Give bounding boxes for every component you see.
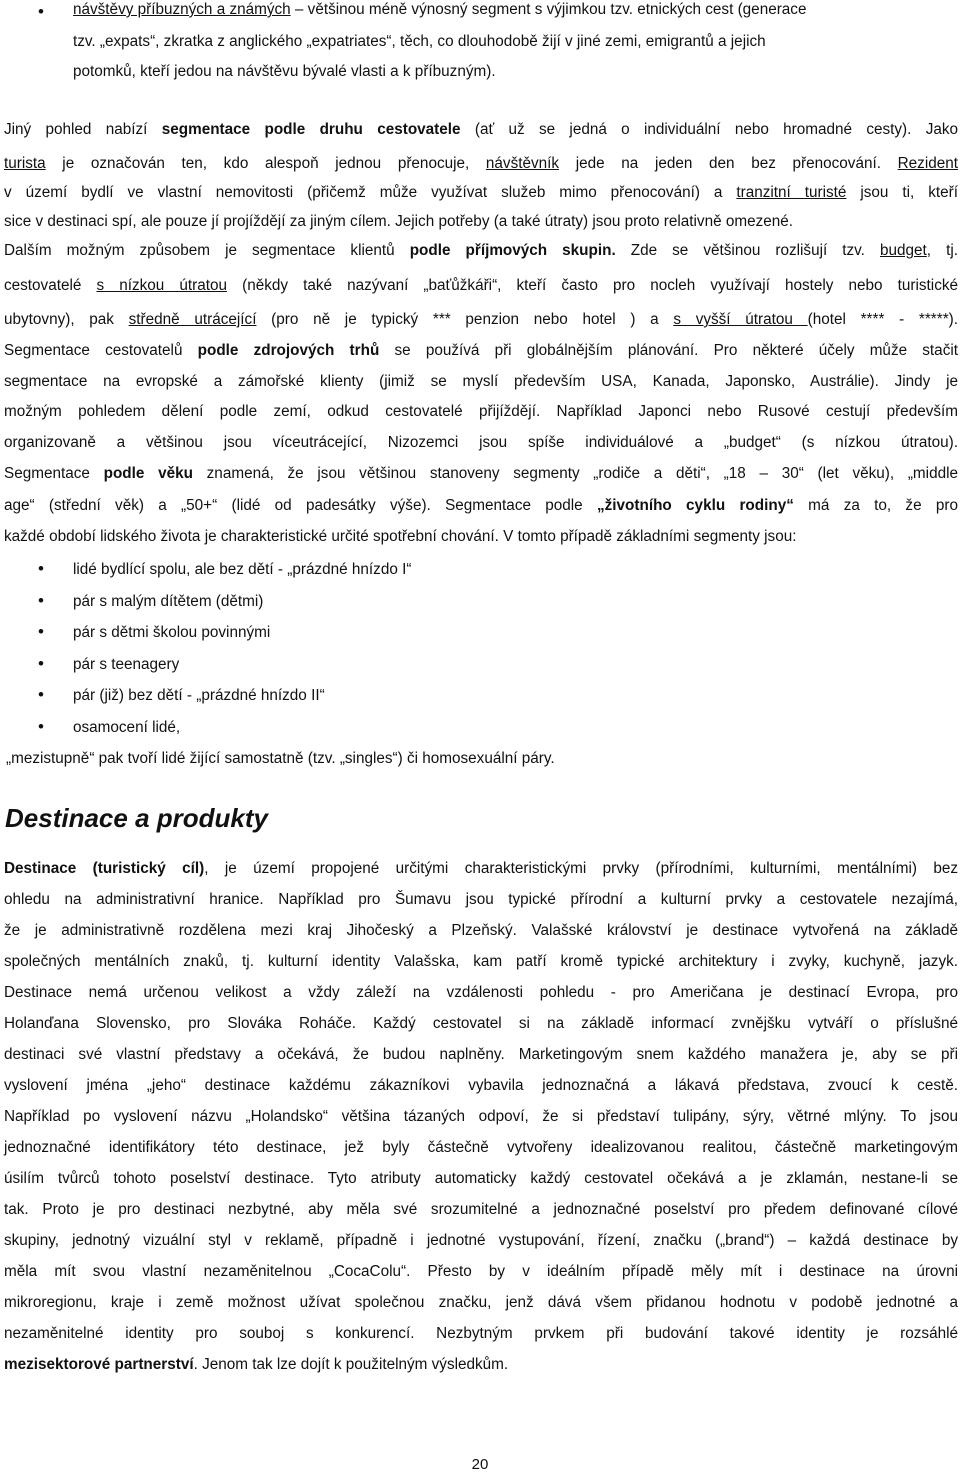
list-item: • pár s teenagery — [38, 654, 180, 673]
after-list-note: „mezistupně“ pak tvoří lidé žijící samostatně (tzv. „singles“) či homosexuální páry. — [6, 750, 555, 767]
bullet-line-3: potomků, kteří jedou na návštěvu bývalé vlasti a k příbuzným). — [73, 63, 496, 80]
page-number: 20 — [471, 1456, 489, 1473]
bullet-icon: • — [38, 2, 44, 21]
bullet-term: návštěvy příbuzných a známých — [73, 1, 291, 18]
list-item: • osamocení lidé, — [38, 717, 181, 736]
bullet-line-1: návštěvy příbuzných a známých – většinou méně výnosný segment s výjimkou tzv. etnických cest (generace — [73, 1, 807, 18]
bullet-icon: • — [38, 654, 44, 673]
bullet-icon: • — [38, 685, 44, 704]
bullet-line-2: tzv. „expats“, zkratka z anglického „expatriates“, těch, co dlouhodobě žijí v jiné zemi, emigrantů a jejich — [73, 33, 766, 50]
list-item: • pár s malým dítětem (dětmi) — [38, 591, 264, 610]
list-item: • pár (již) bez dětí - „prázdné hnízdo II“ — [38, 685, 325, 704]
bullet-icon: • — [38, 717, 44, 736]
bullet-icon: • — [38, 622, 44, 641]
bullet-icon: • — [38, 559, 44, 578]
list-item: • pár s dětmi školou povinnými — [38, 622, 271, 641]
list-item: • lidé bydlící spolu, ale bez dětí - „prázdné hnízdo I“ — [38, 559, 412, 578]
section-heading: Destinace a produkty — [5, 803, 268, 833]
bullet-icon: • — [38, 591, 44, 610]
